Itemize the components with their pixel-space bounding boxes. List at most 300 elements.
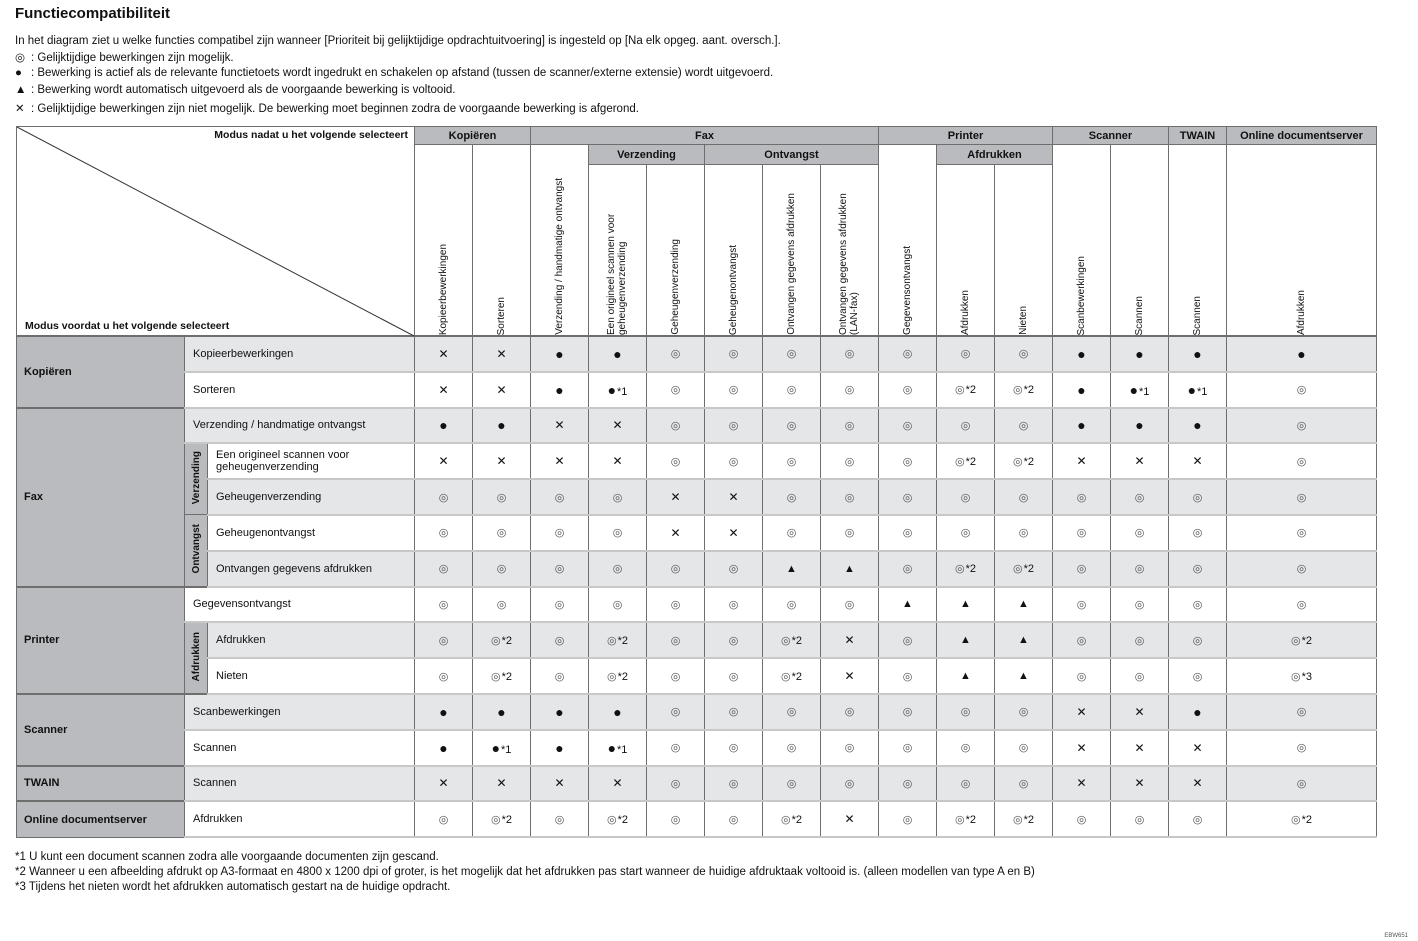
col-header: Verzending / handmatige ontvangst bbox=[531, 145, 589, 337]
matrix-cell bbox=[415, 408, 473, 444]
triangle-icon: ▲ bbox=[960, 670, 971, 683]
matrix-cell bbox=[937, 408, 995, 444]
triangle-icon: ▲ bbox=[1018, 634, 1029, 647]
matrix-cell bbox=[531, 551, 589, 587]
col-subgroup-ontvangst: Ontvangst bbox=[705, 145, 879, 165]
footnote-ref: *2 bbox=[965, 563, 976, 576]
cross-icon: ✕ bbox=[15, 103, 25, 115]
matrix-cell bbox=[821, 801, 879, 837]
double-circle-icon: ◎ bbox=[1134, 527, 1145, 540]
double-circle-icon: ◎ bbox=[1018, 527, 1029, 540]
matrix-cell bbox=[995, 801, 1053, 837]
matrix-cell bbox=[647, 730, 705, 766]
footnote-ref: *1 bbox=[617, 743, 628, 756]
matrix-cell bbox=[821, 408, 879, 444]
double-circle-icon: ◎ bbox=[844, 491, 855, 504]
cross-icon: ✕ bbox=[554, 418, 565, 433]
col-header: Scannen bbox=[1111, 145, 1169, 337]
double-circle-icon: ◎ bbox=[1076, 527, 1087, 540]
double-circle-icon: ◎ bbox=[844, 527, 855, 540]
table-row bbox=[17, 515, 1377, 551]
col-header: Sorteren bbox=[473, 145, 531, 337]
double-circle-icon: ◎ bbox=[670, 419, 681, 432]
matrix-cell bbox=[473, 372, 531, 408]
cross-icon: ✕ bbox=[554, 776, 565, 791]
footnote-ref: *2 bbox=[617, 813, 628, 826]
double-circle-icon: ◎ bbox=[490, 813, 501, 826]
matrix-cell bbox=[647, 515, 705, 551]
matrix-cell bbox=[1053, 730, 1111, 766]
matrix-cell bbox=[937, 801, 995, 837]
legend-item: ◎ : Gelijktijdige bewerkingen zijn mogelijk. bbox=[15, 52, 234, 64]
double-circle-icon: ◎ bbox=[1018, 706, 1029, 719]
matrix-cell bbox=[705, 479, 763, 515]
matrix-cell bbox=[995, 551, 1053, 587]
row-label: Kopieerbewerkingen bbox=[185, 336, 415, 372]
matrix-cell bbox=[937, 730, 995, 766]
matrix-cell bbox=[1169, 658, 1227, 694]
double-circle-icon: ◎ bbox=[1076, 634, 1087, 647]
double-circle-icon: ◎ bbox=[954, 455, 965, 468]
filled-circle-icon: ● bbox=[555, 381, 564, 398]
table-row bbox=[17, 801, 1377, 837]
matrix-cell bbox=[995, 443, 1053, 479]
matrix-cell bbox=[821, 336, 879, 372]
cross-icon: ✕ bbox=[670, 525, 681, 540]
double-circle-icon: ◎ bbox=[1192, 598, 1203, 611]
matrix-cell bbox=[1169, 515, 1227, 551]
matrix-cell bbox=[473, 479, 531, 515]
double-circle-icon: ◎ bbox=[954, 813, 965, 826]
double-circle-icon: ◎ bbox=[728, 670, 739, 683]
matrix-cell bbox=[415, 479, 473, 515]
double-circle-icon: ◎ bbox=[1134, 598, 1145, 611]
double-circle-icon: ◎ bbox=[1018, 777, 1029, 790]
row-label: Scanbewerkingen bbox=[185, 694, 415, 730]
matrix-cell bbox=[1111, 766, 1169, 802]
matrix-cell bbox=[415, 587, 473, 623]
matrix-cell bbox=[763, 730, 821, 766]
matrix-cell bbox=[1111, 622, 1169, 658]
double-circle-icon: ◎ bbox=[612, 598, 623, 611]
cross-icon: ✕ bbox=[1192, 776, 1203, 791]
row-label: Gegevensontvangst bbox=[185, 587, 415, 623]
matrix-cell bbox=[1227, 443, 1377, 479]
table-row bbox=[17, 694, 1377, 730]
col-header: Ontvangen gegevens afdrukken bbox=[763, 165, 821, 337]
double-circle-icon: ◎ bbox=[670, 706, 681, 719]
matrix-cell bbox=[647, 766, 705, 802]
matrix-cell bbox=[1111, 336, 1169, 372]
matrix-cell bbox=[879, 622, 937, 658]
matrix-cell bbox=[531, 694, 589, 730]
matrix-cell bbox=[995, 587, 1053, 623]
matrix-cell bbox=[473, 551, 531, 587]
matrix-cell bbox=[937, 658, 995, 694]
double-circle-icon: ◎ bbox=[728, 634, 739, 647]
matrix-cell bbox=[763, 658, 821, 694]
double-circle-icon: ◎ bbox=[902, 634, 913, 647]
double-circle-icon: ◎ bbox=[786, 384, 797, 397]
double-circle-icon: ◎ bbox=[670, 348, 681, 361]
cross-icon: ✕ bbox=[612, 776, 623, 791]
table-row bbox=[17, 622, 1377, 658]
matrix-cell bbox=[1169, 766, 1227, 802]
double-circle-icon: ◎ bbox=[728, 384, 739, 397]
page-title: Functiecompatibiliteit bbox=[15, 5, 171, 22]
matrix-cell bbox=[821, 587, 879, 623]
matrix-cell bbox=[1169, 372, 1227, 408]
double-circle-icon: ◎ bbox=[612, 563, 623, 576]
row-label: Afdrukken bbox=[185, 801, 415, 837]
row-label: Scannen bbox=[185, 766, 415, 802]
matrix-cell bbox=[1053, 443, 1111, 479]
double-circle-icon: ◎ bbox=[1296, 455, 1307, 468]
double-circle-icon: ◎ bbox=[902, 455, 913, 468]
matrix-cell bbox=[415, 658, 473, 694]
double-circle-icon: ◎ bbox=[1296, 706, 1307, 719]
cross-icon: ✕ bbox=[1134, 776, 1145, 791]
triangle-icon: ▲ bbox=[15, 84, 27, 96]
matrix-cell bbox=[705, 443, 763, 479]
matrix-cell bbox=[589, 408, 647, 444]
matrix-cell bbox=[1111, 658, 1169, 694]
filled-circle-icon: ● bbox=[1193, 417, 1202, 434]
row-label: Ontvangen gegevens afdrukken bbox=[208, 551, 415, 587]
matrix-cell bbox=[473, 766, 531, 802]
matrix-cell bbox=[589, 730, 647, 766]
double-circle-icon: ◎ bbox=[1290, 634, 1301, 647]
filled-circle-icon: ● bbox=[613, 345, 622, 362]
footnote-ref: *3 bbox=[1301, 670, 1312, 683]
cross-icon: ✕ bbox=[496, 382, 507, 397]
double-circle-icon: ◎ bbox=[902, 491, 913, 504]
double-circle-icon: ◎ bbox=[1192, 813, 1203, 826]
matrix-cell bbox=[705, 515, 763, 551]
matrix-cell bbox=[531, 730, 589, 766]
col-header: Geheugenontvangst bbox=[705, 165, 763, 337]
double-circle-icon: ◎ bbox=[786, 742, 797, 755]
legend-item: ▲ : Bewerking wordt automatisch uitgevoerd als de voorgaande bewerking is voltooid. bbox=[15, 84, 456, 96]
double-circle-icon: ◎ bbox=[1134, 563, 1145, 576]
double-circle-icon: ◎ bbox=[670, 455, 681, 468]
cross-icon: ✕ bbox=[496, 346, 507, 361]
col-subgroup-afdrukken: Afdrukken bbox=[937, 145, 1053, 165]
cross-icon: ✕ bbox=[554, 454, 565, 469]
double-circle-icon: ◎ bbox=[554, 563, 565, 576]
matrix-cell bbox=[1169, 694, 1227, 730]
legend-item: ● : Bewerking is actief als de relevante functietoets wordt ingedrukt en schakelen op afstand (tussen de scanner/externe extensie) wordt uitgevoerd. bbox=[15, 67, 774, 79]
matrix-cell bbox=[705, 622, 763, 658]
matrix-cell bbox=[1053, 408, 1111, 444]
double-circle-icon: ◎ bbox=[1012, 813, 1023, 826]
matrix-cell bbox=[1053, 336, 1111, 372]
matrix-cell bbox=[705, 694, 763, 730]
cross-icon: ✕ bbox=[438, 454, 449, 469]
double-circle-icon: ◎ bbox=[438, 598, 449, 611]
matrix-cell bbox=[937, 336, 995, 372]
compatibility-table bbox=[16, 126, 1377, 838]
filled-circle-icon: ● bbox=[439, 703, 448, 720]
footnote-ref: *2 bbox=[1301, 634, 1312, 647]
row-label: Geheugenontvangst bbox=[208, 515, 415, 551]
double-circle-icon: ◎ bbox=[1076, 563, 1087, 576]
table-row bbox=[17, 372, 1377, 408]
footnote-ref: *1 bbox=[1139, 385, 1150, 398]
matrix-cell bbox=[879, 801, 937, 837]
double-circle-icon: ◎ bbox=[15, 52, 26, 64]
double-circle-icon: ◎ bbox=[670, 634, 681, 647]
double-circle-icon: ◎ bbox=[780, 813, 791, 826]
double-circle-icon: ◎ bbox=[554, 634, 565, 647]
table-row bbox=[17, 479, 1377, 515]
matrix-cell bbox=[995, 730, 1053, 766]
matrix-cell bbox=[647, 408, 705, 444]
double-circle-icon: ◎ bbox=[1296, 742, 1307, 755]
row-group-kopieren: Kopiëren bbox=[17, 336, 185, 408]
matrix-cell bbox=[1169, 336, 1227, 372]
matrix-cell bbox=[879, 336, 937, 372]
matrix-cell bbox=[821, 622, 879, 658]
double-circle-icon: ◎ bbox=[1012, 563, 1023, 576]
matrix-cell bbox=[1111, 443, 1169, 479]
matrix-cell bbox=[1227, 801, 1377, 837]
matrix-cell bbox=[589, 515, 647, 551]
matrix-cell bbox=[1111, 408, 1169, 444]
diagonal-divider bbox=[17, 127, 414, 336]
matrix-cell bbox=[763, 336, 821, 372]
double-circle-icon: ◎ bbox=[670, 384, 681, 397]
row-group-ods: Online documentserver bbox=[17, 801, 185, 837]
footnote-ref: *2 bbox=[965, 455, 976, 468]
matrix-cell bbox=[647, 479, 705, 515]
cross-icon: ✕ bbox=[728, 525, 739, 540]
matrix-cell bbox=[937, 622, 995, 658]
matrix-cell bbox=[531, 658, 589, 694]
footnote-ref: *2 bbox=[791, 634, 802, 647]
double-circle-icon: ◎ bbox=[1134, 491, 1145, 504]
matrix-cell bbox=[589, 587, 647, 623]
matrix-cell bbox=[415, 443, 473, 479]
double-circle-icon: ◎ bbox=[728, 348, 739, 361]
filled-circle-icon: ● bbox=[1135, 417, 1144, 434]
matrix-cell bbox=[995, 766, 1053, 802]
filled-circle-icon: ● bbox=[1193, 703, 1202, 720]
double-circle-icon: ◎ bbox=[438, 491, 449, 504]
double-circle-icon: ◎ bbox=[728, 777, 739, 790]
matrix-cell bbox=[995, 622, 1053, 658]
col-header: Afdrukken bbox=[937, 165, 995, 337]
matrix-cell bbox=[879, 515, 937, 551]
double-circle-icon: ◎ bbox=[844, 384, 855, 397]
double-circle-icon: ◎ bbox=[554, 491, 565, 504]
matrix-cell bbox=[1111, 587, 1169, 623]
before-mode-label: Modus voordat u het volgende selecteert bbox=[25, 320, 230, 332]
double-circle-icon: ◎ bbox=[960, 706, 971, 719]
matrix-cell bbox=[473, 408, 531, 444]
matrix-cell bbox=[1111, 801, 1169, 837]
double-circle-icon: ◎ bbox=[496, 491, 507, 504]
double-circle-icon: ◎ bbox=[902, 419, 913, 432]
row-subgroup-ontvangst: Ontvangst bbox=[185, 515, 208, 587]
table-row bbox=[17, 658, 1377, 694]
figure-code: EBW651 bbox=[1384, 933, 1408, 939]
matrix-cell bbox=[879, 479, 937, 515]
cross-icon: ✕ bbox=[1076, 704, 1087, 719]
matrix-cell bbox=[705, 801, 763, 837]
matrix-cell bbox=[531, 515, 589, 551]
footnote-ref: *2 bbox=[1023, 563, 1034, 576]
row-label: Afdrukken bbox=[208, 622, 415, 658]
matrix-cell bbox=[821, 443, 879, 479]
filled-circle-icon: ● bbox=[1297, 345, 1306, 362]
matrix-cell bbox=[821, 479, 879, 515]
double-circle-icon: ◎ bbox=[902, 563, 913, 576]
cross-icon: ✕ bbox=[1134, 704, 1145, 719]
matrix-cell bbox=[1169, 730, 1227, 766]
footnote-1: *1 U kunt een document scannen zodra alle voorgaande documenten zijn gescand. bbox=[15, 851, 439, 863]
double-circle-icon: ◎ bbox=[780, 634, 791, 647]
double-circle-icon: ◎ bbox=[954, 563, 965, 576]
row-group-fax: Fax bbox=[17, 408, 185, 587]
double-circle-icon: ◎ bbox=[1134, 634, 1145, 647]
col-header: Geheugenverzending bbox=[647, 165, 705, 337]
matrix-cell bbox=[1111, 694, 1169, 730]
matrix-cell bbox=[995, 515, 1053, 551]
footnote-ref: *2 bbox=[617, 670, 628, 683]
footnote-ref: *2 bbox=[791, 813, 802, 826]
filled-circle-icon: ● bbox=[1077, 381, 1086, 398]
matrix-cell bbox=[705, 766, 763, 802]
cross-icon: ✕ bbox=[728, 490, 739, 505]
triangle-icon: ▲ bbox=[902, 598, 913, 611]
col-header: Een origineel scannen voor geheugenverzending bbox=[589, 165, 647, 337]
double-circle-icon: ◎ bbox=[496, 527, 507, 540]
cross-icon: ✕ bbox=[1192, 454, 1203, 469]
double-circle-icon: ◎ bbox=[1296, 384, 1307, 397]
double-circle-icon: ◎ bbox=[844, 777, 855, 790]
double-circle-icon: ◎ bbox=[902, 348, 913, 361]
matrix-cell bbox=[531, 801, 589, 837]
double-circle-icon: ◎ bbox=[1012, 455, 1023, 468]
matrix-cell bbox=[995, 658, 1053, 694]
cross-icon: ✕ bbox=[844, 633, 855, 648]
matrix-cell bbox=[705, 408, 763, 444]
matrix-cell bbox=[1053, 587, 1111, 623]
double-circle-icon: ◎ bbox=[960, 491, 971, 504]
footnote-ref: *2 bbox=[1301, 813, 1312, 826]
double-circle-icon: ◎ bbox=[960, 348, 971, 361]
footnote-2: *2 Wanneer u een afbeelding afdrukt op A3-formaat en 4800 x 1200 dpi of groter, is het mogelijk dat het afdrukken pas start wanneer de huidige afdruktaak voltooid is. (alleen modellen van type A en B) bbox=[15, 866, 1035, 878]
col-header: Ontvangen gegevens afdrukken (LAN-fax) bbox=[821, 165, 879, 337]
double-circle-icon: ◎ bbox=[438, 670, 449, 683]
matrix-cell bbox=[415, 336, 473, 372]
double-circle-icon: ◎ bbox=[1076, 813, 1087, 826]
matrix-cell bbox=[1111, 372, 1169, 408]
cross-icon: ✕ bbox=[612, 454, 623, 469]
double-circle-icon: ◎ bbox=[1296, 491, 1307, 504]
matrix-cell bbox=[1227, 587, 1377, 623]
matrix-cell bbox=[821, 372, 879, 408]
double-circle-icon: ◎ bbox=[960, 527, 971, 540]
filled-circle-icon: ● bbox=[1129, 381, 1139, 398]
double-circle-icon: ◎ bbox=[728, 598, 739, 611]
after-mode-label: Modus nadat u het volgende selecteert bbox=[214, 129, 408, 141]
double-circle-icon: ◎ bbox=[490, 634, 501, 647]
double-circle-icon: ◎ bbox=[1296, 527, 1307, 540]
filled-circle-icon: ● bbox=[497, 703, 506, 720]
matrix-cell bbox=[589, 801, 647, 837]
matrix-cell bbox=[415, 694, 473, 730]
matrix-cell bbox=[763, 479, 821, 515]
double-circle-icon: ◎ bbox=[902, 527, 913, 540]
matrix-cell bbox=[589, 622, 647, 658]
matrix-cell bbox=[647, 694, 705, 730]
matrix-cell bbox=[647, 551, 705, 587]
double-circle-icon: ◎ bbox=[670, 742, 681, 755]
col-header: Gegevensontvangst bbox=[879, 145, 937, 337]
double-circle-icon: ◎ bbox=[902, 706, 913, 719]
double-circle-icon: ◎ bbox=[1192, 527, 1203, 540]
matrix-cell bbox=[589, 766, 647, 802]
matrix-cell bbox=[1053, 479, 1111, 515]
matrix-cell bbox=[589, 336, 647, 372]
matrix-cell bbox=[647, 587, 705, 623]
footnote-ref: *2 bbox=[1023, 813, 1034, 826]
matrix-cell bbox=[995, 372, 1053, 408]
filled-circle-icon: ● bbox=[607, 739, 617, 756]
matrix-cell bbox=[705, 658, 763, 694]
matrix-cell bbox=[531, 443, 589, 479]
double-circle-icon: ◎ bbox=[1012, 384, 1023, 397]
row-group-twain: TWAIN bbox=[17, 766, 185, 802]
double-circle-icon: ◎ bbox=[612, 491, 623, 504]
cross-icon: ✕ bbox=[438, 382, 449, 397]
matrix-cell bbox=[821, 730, 879, 766]
matrix-cell bbox=[995, 336, 1053, 372]
matrix-cell bbox=[473, 443, 531, 479]
double-circle-icon: ◎ bbox=[786, 527, 797, 540]
table-row bbox=[17, 336, 1377, 372]
matrix-cell bbox=[1227, 766, 1377, 802]
matrix-cell bbox=[1227, 479, 1377, 515]
cross-icon: ✕ bbox=[844, 812, 855, 827]
matrix-cell bbox=[473, 587, 531, 623]
col-group-printer: Printer bbox=[879, 127, 1053, 145]
row-label: Nieten bbox=[208, 658, 415, 694]
matrix-cell bbox=[763, 443, 821, 479]
matrix-cell bbox=[415, 766, 473, 802]
row-label: Sorteren bbox=[185, 372, 415, 408]
col-header: Scanbewerkingen bbox=[1053, 145, 1111, 337]
double-circle-icon: ◎ bbox=[1134, 670, 1145, 683]
matrix-cell bbox=[1053, 372, 1111, 408]
double-circle-icon: ◎ bbox=[670, 777, 681, 790]
matrix-cell bbox=[473, 658, 531, 694]
col-group-ods: Online documentserver bbox=[1227, 127, 1377, 145]
double-circle-icon: ◎ bbox=[960, 777, 971, 790]
matrix-cell bbox=[1227, 622, 1377, 658]
double-circle-icon: ◎ bbox=[490, 670, 501, 683]
matrix-cell bbox=[879, 408, 937, 444]
triangle-icon: ▲ bbox=[960, 634, 971, 647]
row-label: Verzending / handmatige ontvangst bbox=[185, 408, 415, 444]
matrix-cell bbox=[589, 694, 647, 730]
cross-icon: ✕ bbox=[1134, 454, 1145, 469]
matrix-cell bbox=[647, 658, 705, 694]
matrix-cell bbox=[1227, 730, 1377, 766]
double-circle-icon: ◎ bbox=[902, 777, 913, 790]
